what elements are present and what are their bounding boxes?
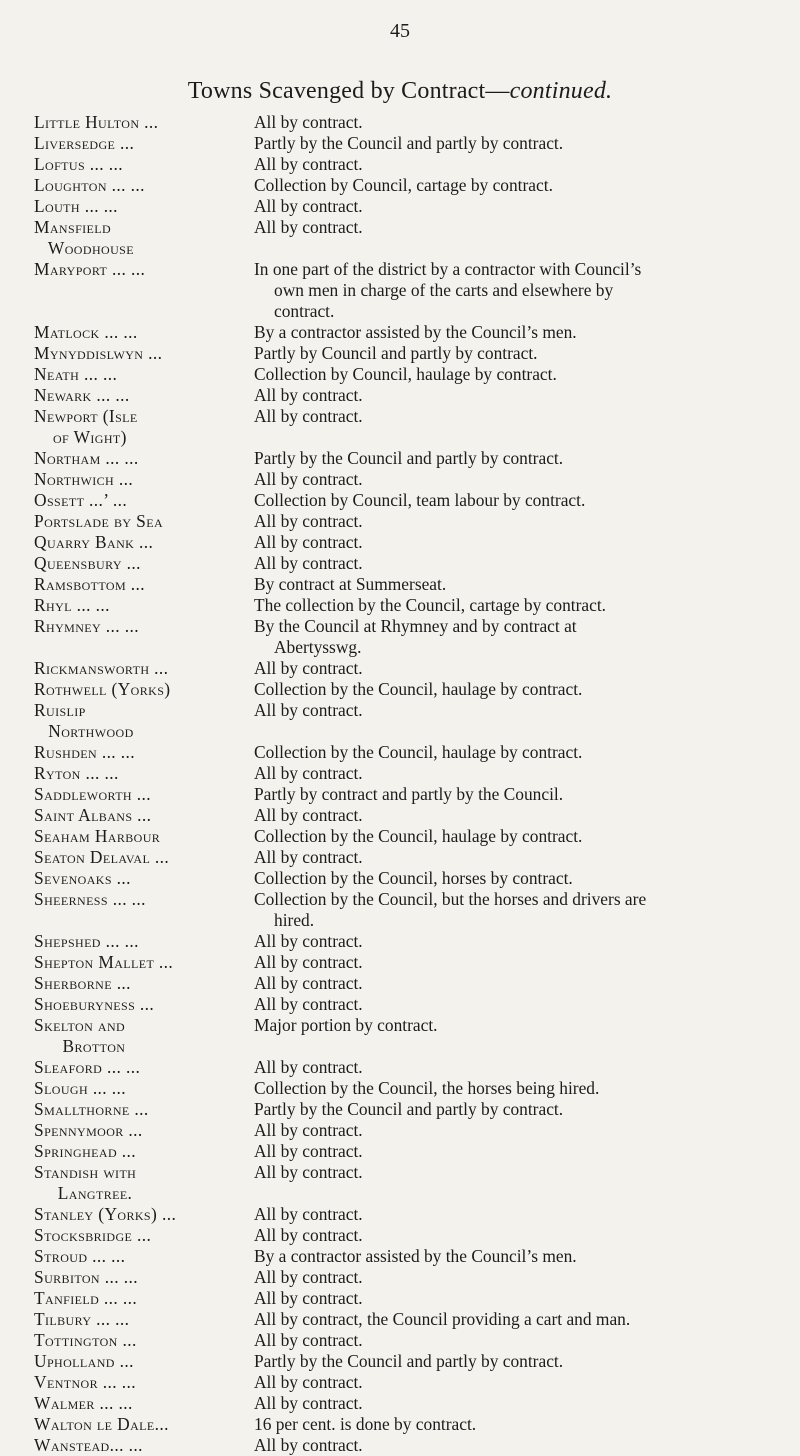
scavenging-arrangement: Collection by the Council, haulage by contract. [254,679,583,699]
town-name: Spennymoor ... [34,1120,143,1140]
town-name: Springhead ... [34,1141,136,1161]
town-name: Walmer ... ... [34,1393,133,1413]
town-name: Newport (Isle [34,406,138,426]
scavenging-arrangement [254,427,774,448]
town-name: Stanley (Yorks) ... [34,1204,177,1224]
table-row [34,784,774,805]
town-name: Upholland ... [34,1351,134,1371]
heading-continued: continued. [509,78,613,104]
town-name: Stocksbridge ... [34,1225,152,1245]
table-row [34,1372,774,1393]
table-row [34,1330,774,1351]
town-name: Slough ... ... [34,1078,127,1098]
scavenging-arrangement: Abertysswg. [274,637,362,657]
town-name: Neath ... ... [34,364,118,384]
scavenging-arrangement: contract. [274,301,335,321]
scavenging-arrangement: All by contract. [254,994,363,1014]
town-name: Portslade by Sea [34,511,164,531]
town-name: Rothwell (Yorks) [34,679,171,699]
scavenging-arrangement: hired. [274,910,315,930]
table-row [34,973,774,994]
town-name: Langtree. [34,1183,133,1203]
scavenging-arrangement: By a contractor assisted by the Council’s men. [254,1246,577,1266]
table-row [34,1120,774,1141]
table-row [34,910,774,931]
scavenging-arrangement: All by contract. [254,1393,363,1413]
scavenging-arrangement: All by contract. [254,469,363,489]
town-name: Queensbury ... [34,553,141,573]
table-row [34,847,774,868]
town-name: Louth ... ... [34,196,118,216]
scavenging-arrangement: Collection by the Council, haulage by contract. [254,826,583,846]
scavenging-arrangement: All by contract. [254,1435,363,1455]
scavenging-arrangement [254,238,774,259]
scavenging-arrangement: All by contract. [254,511,363,531]
town-name [34,301,254,322]
town-name: Brotton [34,1036,126,1056]
scavenging-arrangement: 16 per cent. is done by contract. [254,1414,477,1434]
scavenging-arrangement: All by contract. [254,973,363,993]
scavenging-arrangement: Collection by the Council, the horses being hired. [254,1078,600,1098]
town-name: Liversedge ... [34,133,135,153]
table-row [34,1183,774,1204]
table-row [34,238,774,259]
table-row [34,1267,774,1288]
table-row [34,994,774,1015]
town-name: Saint Albans ... [34,805,152,825]
scavenging-arrangement: In one part of the district by a contractor with Council’s [254,259,642,279]
scavenging-arrangement: By the Council at Rhymney and by contract at [254,616,577,636]
town-name: Ventnor ... ... [34,1372,137,1392]
table-row [34,427,774,448]
town-name: Rickmansworth ... [34,658,169,678]
table-row [34,700,774,721]
scavenging-arrangement: Partly by the Council and partly by contract. [254,133,564,153]
table-row [34,322,774,343]
town-name: Quarry Bank ... [34,532,154,552]
table-row [34,196,774,217]
scavenging-arrangement: Collection by Council, cartage by contract. [254,175,553,195]
scavenging-arrangement: All by contract. [254,847,363,867]
scavenging-arrangement: All by contract. [254,385,363,405]
scavenging-arrangement: All by contract. [254,196,363,216]
town-name: Standish with [34,1162,137,1182]
town-name: Walton le Dale... [34,1414,169,1434]
scavenging-arrangement: All by contract. [254,532,363,552]
town-name [34,910,254,931]
town-name: Wanstead... ... [34,1435,143,1455]
town-name: Ramsbottom ... [34,574,146,594]
table-row [34,658,774,679]
table-row [34,259,774,280]
town-name: Northwood [34,721,134,741]
table-row [34,1099,774,1120]
town-name: Woodhouse [34,238,134,258]
town-name: Seaton Delaval ... [34,847,170,867]
scavenging-arrangement: All by contract. [254,406,363,426]
scavenging-arrangement: All by contract. [254,1372,363,1392]
table-row [34,1246,774,1267]
table-row [34,1057,774,1078]
scavenging-arrangement: All by contract. [254,763,363,783]
table-row [34,364,774,385]
towns-table [34,112,774,1456]
scavenging-arrangement: All by contract. [254,1288,363,1308]
table-row [34,112,774,133]
table-row [34,742,774,763]
scavenging-arrangement: Partly by the Council and partly by contract. [254,1351,564,1371]
scavenging-arrangement: All by contract. [254,1225,363,1245]
town-name: Sheerness ... ... [34,889,146,909]
town-name: Little Hulton ... [34,112,159,132]
town-name: Matlock ... ... [34,322,138,342]
scavenging-arrangement: Major portion by contract. [254,1015,438,1035]
scavenging-arrangement: The collection by the Council, cartage by contract. [254,595,607,615]
scavenging-arrangement: Collection by the Council, haulage by contract. [254,742,583,762]
table-row [34,301,774,322]
table-row [34,1015,774,1036]
town-name: Saddleworth ... [34,784,151,804]
table-row [34,133,774,154]
table-row [34,805,774,826]
scavenging-arrangement: Collection by the Council, but the horses and drivers are [254,889,647,909]
table-row [34,406,774,427]
table-row [34,1435,774,1456]
table-row [34,1414,774,1435]
table-row [34,889,774,910]
table-row [34,175,774,196]
town-name: Shepton Mallet ... [34,952,174,972]
scavenging-arrangement: All by contract. [254,1057,363,1077]
scavenging-arrangement [254,1036,774,1057]
scavenging-arrangement: Partly by the Council and partly by contract. [254,1099,564,1119]
table-row [34,343,774,364]
town-name: Sherborne ... [34,973,131,993]
table-row [34,952,774,973]
scavenging-arrangement: All by contract. [254,1330,363,1350]
town-name: Shoeburyness ... [34,994,155,1014]
town-name: Surbiton ... ... [34,1267,138,1287]
scavenging-arrangement: Partly by contract and partly by the Council. [254,784,564,804]
table-row [34,931,774,952]
scavenging-arrangement: All by contract. [254,700,363,720]
table-row [34,511,774,532]
town-name: Rhymney ... ... [34,616,140,636]
scavenging-arrangement: All by contract. [254,154,363,174]
town-name: Tanfield ... ... [34,1288,138,1308]
table-row [34,574,774,595]
table-row [34,868,774,889]
scavenging-arrangement: All by contract. [254,658,363,678]
town-name: Sleaford ... ... [34,1057,141,1077]
town-name: Rushden ... ... [34,742,136,762]
table-row [34,721,774,742]
scavenging-arrangement: All by contract. [254,931,363,951]
scavenging-arrangement: All by contract. [254,1141,363,1161]
town-name: Ossett ...’ ... [34,490,128,510]
scavenging-arrangement: All by contract. [254,1162,363,1182]
town-name [34,280,254,301]
table-row [34,448,774,469]
scavenging-arrangement: All by contract. [254,952,363,972]
scavenging-arrangement: Collection by Council, haulage by contract. [254,364,557,384]
table-row [34,1162,774,1183]
table-row [34,826,774,847]
table-row [34,469,774,490]
table-row [34,1225,774,1246]
town-name: Northwich ... [34,469,134,489]
town-name [34,637,254,658]
town-name: Rhyl ... ... [34,595,110,615]
scavenging-arrangement: All by contract, the Council providing a cart and man. [254,1309,631,1329]
table-row [34,490,774,511]
table-row [34,637,774,658]
table-row [34,385,774,406]
town-name: Mansfield [34,217,112,237]
page-heading [0,78,800,105]
town-name: Mynyddislwyn ... [34,343,163,363]
heading-main: Towns Scavenged by Contract— [187,78,510,104]
town-name: Skelton and [34,1015,126,1035]
table-row [34,280,774,301]
scavenging-arrangement: Partly by Council and partly by contract. [254,343,538,363]
town-name: Maryport ... ... [34,259,146,279]
scavenging-arrangement: All by contract. [254,1120,363,1140]
town-name: of Wight) [34,427,127,447]
scavenging-arrangement: Partly by the Council and partly by contract. [254,448,564,468]
table-row [34,1393,774,1414]
town-name: Ruislip [34,700,86,720]
table-row [34,1078,774,1099]
table-row [34,532,774,553]
table-row [34,217,774,238]
scavenging-arrangement [254,1183,774,1204]
town-name: Northam ... ... [34,448,139,468]
table-row [34,763,774,784]
town-name: Tilbury ... ... [34,1309,130,1329]
table-row [34,154,774,175]
scavenging-arrangement: Collection by the Council, horses by contract. [254,868,573,888]
town-name: Newark ... ... [34,385,130,405]
table-row [34,679,774,700]
scavenging-arrangement: All by contract. [254,112,363,132]
table-row [34,1288,774,1309]
town-name: Shepshed ... ... [34,931,139,951]
table-row [34,553,774,574]
scavenging-arrangement: By contract at Summerseat. [254,574,447,594]
table-row [34,1204,774,1225]
scavenging-arrangement: own men in charge of the carts and elsewhere by [274,280,614,300]
town-name: Tottington ... [34,1330,137,1350]
table-row [34,1141,774,1162]
town-name: Stroud ... ... [34,1246,126,1266]
table-row [34,1309,774,1330]
scavenging-arrangement: Collection by Council, team labour by contract. [254,490,586,510]
scavenging-arrangement: All by contract. [254,805,363,825]
table-row [34,595,774,616]
scavenging-arrangement: All by contract. [254,217,363,237]
scavenging-arrangement: All by contract. [254,553,363,573]
page-number: 45 [390,20,410,42]
table-row [34,616,774,637]
town-name: Loftus ... ... [34,154,124,174]
scavenging-arrangement: All by contract. [254,1204,363,1224]
scavenging-arrangement: All by contract. [254,1267,363,1287]
scavenging-arrangement [254,721,774,742]
town-name: Seaham Harbour [34,826,161,846]
table-row [34,1036,774,1057]
table-row [34,1351,774,1372]
scavenging-arrangement: By a contractor assisted by the Council’s men. [254,322,577,342]
town-name: Loughton ... ... [34,175,145,195]
town-name: Sevenoaks ... [34,868,131,888]
town-name: Ryton ... ... [34,763,119,783]
town-name: Smallthorne ... [34,1099,149,1119]
